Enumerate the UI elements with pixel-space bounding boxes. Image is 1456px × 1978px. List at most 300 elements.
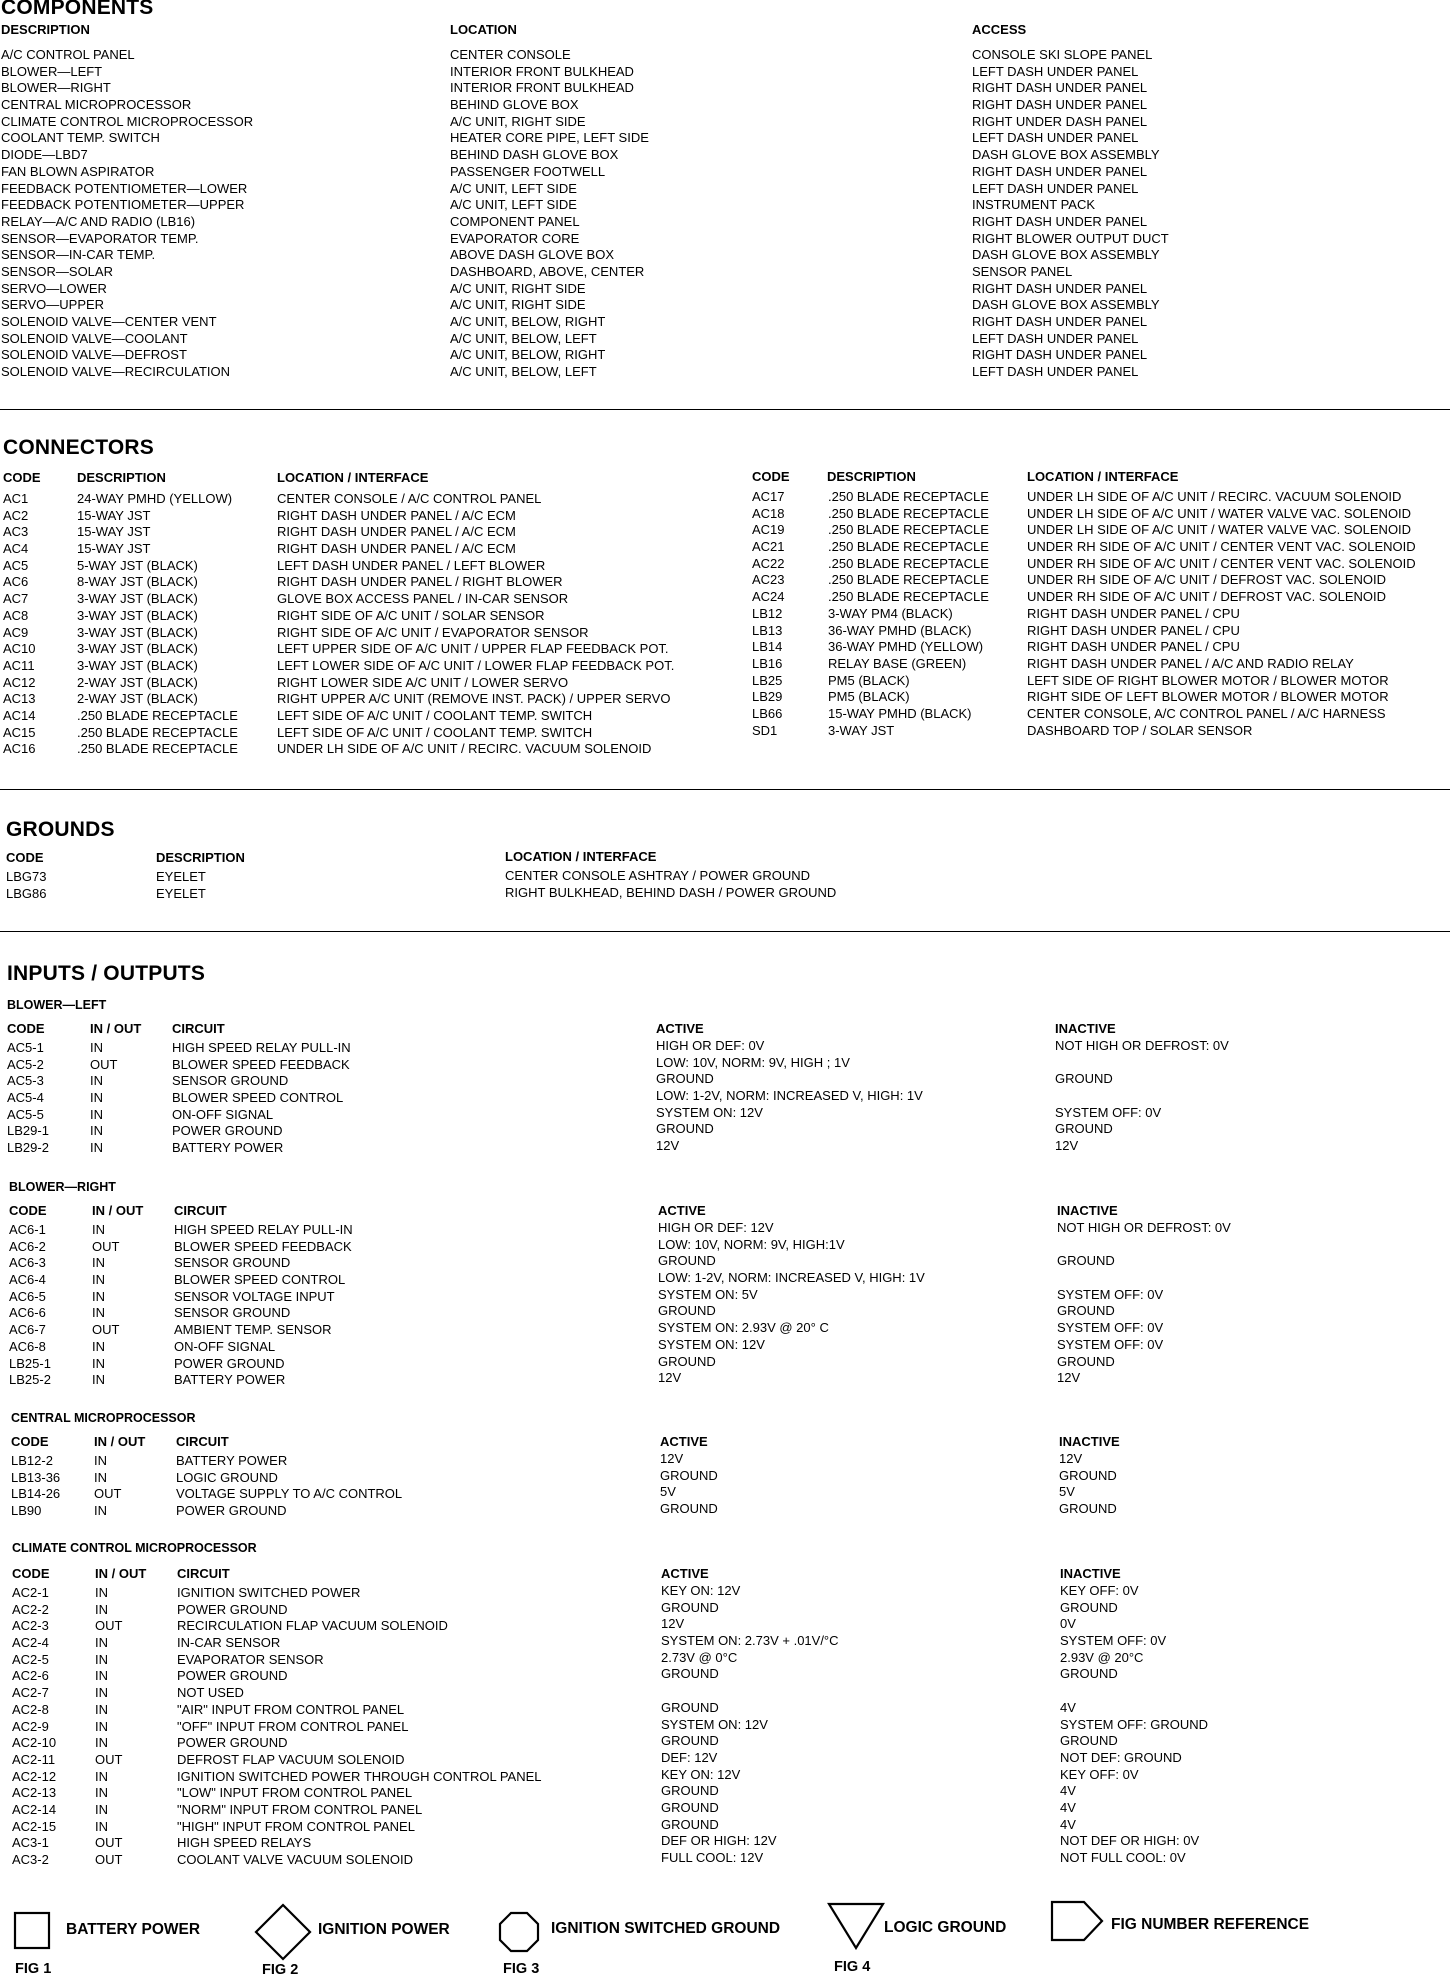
io-group-title: BLOWER—LEFT [7, 998, 107, 1012]
table-cell: A/C UNIT, BELOW, LEFT [450, 364, 597, 380]
table-cell: OUT [94, 1486, 122, 1502]
table-cell: IN [90, 1073, 103, 1089]
table-cell: 4V [1060, 1783, 1076, 1799]
table-cell: GROUND [1057, 1253, 1115, 1269]
io-header-active: ACTIVE [660, 1434, 708, 1449]
table-cell: SENSOR—EVAPORATOR TEMP. [1, 230, 199, 246]
table-cell: 5V [660, 1484, 676, 1500]
legend-label-fig-number-reference: FIG NUMBER REFERENCE [1111, 1916, 1310, 1933]
table-cell: HIGH OR DEF: 12V [658, 1220, 774, 1235]
grounds-title: GROUNDS [6, 818, 115, 841]
table-cell: AC7 [3, 591, 29, 607]
io-column-circuit [174, 1222, 353, 1389]
connectors-left-description-list [77, 491, 238, 758]
table-cell: A/C UNIT, BELOW, LEFT [450, 330, 597, 346]
table-cell: AC24 [752, 589, 785, 605]
io-column-inactive [1055, 1038, 1229, 1155]
table-cell: 12V [1057, 1370, 1081, 1386]
table-cell: RIGHT LOWER SIDE A/C UNIT / LOWER SERVO [277, 674, 569, 690]
table-cell: SYSTEM ON: 5V [658, 1286, 758, 1302]
triangle-icon [827, 1902, 885, 1950]
table-cell: RIGHT DASH UNDER PANEL [972, 314, 1148, 329]
section-divider [0, 789, 1450, 790]
table-cell: KEY ON: 12V [661, 1583, 741, 1598]
io-header-code: CODE [11, 1434, 49, 1449]
table-cell: HIGH SPEED RELAY PULL-IN [172, 1040, 351, 1055]
table-cell: BLOWER—RIGHT [1, 80, 111, 96]
table-cell: IGNITION SWITCHED POWER [177, 1585, 361, 1600]
table-cell: AC5 [3, 557, 29, 573]
table-cell: 3-WAY JST (BLACK) [77, 591, 198, 607]
table-cell: EYELET [156, 869, 206, 884]
table-cell: AC6-1 [9, 1222, 46, 1237]
io-header-code: CODE [9, 1203, 47, 1218]
table-cell: RIGHT DASH UNDER PANEL / RIGHT BLOWER [277, 574, 563, 590]
table-cell: POWER GROUND [174, 1355, 285, 1371]
table-cell: COMPONENT PANEL [450, 213, 580, 229]
table-cell: GROUND [661, 1816, 719, 1832]
legend-fig-1: FIG 1 [15, 1961, 52, 1977]
table-cell: 12V [661, 1616, 685, 1632]
grounds-header-code: CODE [6, 850, 44, 865]
table-cell: LB90 [11, 1503, 42, 1519]
table-cell: SOLENOID VALVE—CENTER VENT [1, 314, 217, 329]
table-cell: KEY ON: 12V [661, 1766, 741, 1782]
table-cell: AC9 [3, 624, 29, 640]
table-cell: SENSOR GROUND [174, 1305, 291, 1321]
table-cell: GROUND [656, 1121, 714, 1137]
table-cell: IN [94, 1453, 107, 1468]
io-column-code [9, 1222, 51, 1389]
table-cell: AC2-1 [12, 1585, 49, 1600]
io-header-inactive: INACTIVE [1059, 1434, 1120, 1449]
table-cell: UNDER RH SIDE OF A/C UNIT / DEFROST VAC. SOLENOID [1027, 589, 1386, 605]
connectors-left-location-list [277, 491, 674, 758]
components-header-location: LOCATION [450, 22, 517, 37]
table-cell: SYSTEM OFF: 0V [1060, 1633, 1167, 1649]
table-cell: BEHIND GLOVE BOX [450, 97, 579, 113]
table-cell: LEFT DASH UNDER PANEL [972, 130, 1139, 146]
table-cell: LEFT DASH UNDER PANEL / LEFT BLOWER [277, 557, 546, 573]
table-cell: UNDER RH SIDE OF A/C UNIT / DEFROST VAC. SOLENOID [1027, 572, 1386, 588]
table-cell: 36-WAY PMHD (BLACK) [828, 622, 972, 638]
table-cell: DASH GLOVE BOX ASSEMBLY [972, 147, 1160, 163]
table-cell: ON-OFF SIGNAL [174, 1338, 276, 1354]
table-cell: "NORM" INPUT FROM CONTROL PANEL [177, 1801, 423, 1817]
table-cell: PASSENGER FOOTWELL [450, 163, 606, 179]
table-cell: 15-WAY JST [77, 541, 151, 557]
table-cell: 24-WAY PMHD (YELLOW) [77, 491, 233, 506]
table-cell: IN [92, 1272, 105, 1288]
table-cell: AC6-5 [9, 1288, 46, 1304]
table-cell: IN [92, 1372, 105, 1388]
table-cell: 15-WAY PMHD (BLACK) [828, 705, 972, 721]
table-cell: DASH GLOVE BOX ASSEMBLY [972, 297, 1160, 313]
table-cell: GROUND [661, 1799, 719, 1815]
table-cell: INTERIOR FRONT BULKHEAD [450, 63, 634, 79]
table-cell: COOLANT TEMP. SWITCH [1, 130, 160, 146]
table-cell: SYSTEM ON: 12V [656, 1104, 763, 1120]
table-cell: AC2-2 [12, 1601, 49, 1617]
table-cell: LEFT DASH UNDER PANEL [972, 180, 1139, 196]
table-cell: AC21 [752, 539, 785, 555]
table-cell: EVAPORATOR CORE [450, 230, 580, 246]
table-cell: BLOWER—LEFT [1, 63, 103, 79]
table-cell: AC6-6 [9, 1305, 46, 1321]
table-cell: UNDER RH SIDE OF A/C UNIT / CENTER VENT VAC. SOLENOID [1027, 555, 1416, 571]
table-cell: AC3 [3, 524, 29, 540]
table-cell: LEFT DASH UNDER PANEL [972, 330, 1139, 346]
table-cell: AC5-3 [7, 1073, 44, 1089]
table-cell: AC17 [752, 489, 785, 504]
table-cell: GROUND [1057, 1303, 1115, 1319]
table-cell: LEFT DASH UNDER PANEL [972, 364, 1139, 380]
components-header-access: ACCESS [972, 22, 1027, 37]
table-cell: LB13-36 [11, 1469, 61, 1485]
table-cell: GROUND [1059, 1467, 1117, 1483]
table-cell: RIGHT BULKHEAD, BEHIND DASH / POWER GROUND [505, 884, 837, 900]
table-cell: SENSOR—IN-CAR TEMP. [1, 247, 156, 263]
table-cell: IN [95, 1635, 108, 1651]
table-cell: LOW: 10V, NORM: 9V, HIGH:1V [658, 1236, 845, 1252]
table-cell: EVAPORATOR SENSOR [177, 1651, 324, 1667]
table-cell: LEFT UPPER SIDE OF A/C UNIT / UPPER FLAP FEEDBACK POT. [277, 641, 669, 657]
table-cell: UNDER RH SIDE OF A/C UNIT / CENTER VENT VAC. SOLENOID [1027, 539, 1416, 555]
table-cell: RELAY BASE (GREEN) [828, 655, 967, 671]
table-cell: GROUND [660, 1467, 718, 1483]
table-cell: AC12 [3, 674, 36, 690]
table-cell: IN [95, 1651, 108, 1667]
table-cell: BLOWER SPEED FEEDBACK [172, 1056, 350, 1072]
table-cell: AC6-4 [9, 1272, 46, 1288]
connectors-header-location-right: LOCATION / INTERFACE [1027, 469, 1179, 484]
table-cell: CONSOLE SKI SLOPE PANEL [972, 47, 1153, 62]
table-cell: SYSTEM OFF: 0V [1057, 1320, 1164, 1336]
table-cell: RIGHT UPPER A/C UNIT (REMOVE INST. PACK) / UPPER SERVO [277, 691, 671, 707]
table-cell: AC6-3 [9, 1255, 46, 1271]
table-cell: INTERIOR FRONT BULKHEAD [450, 80, 634, 96]
table-cell: LB29-1 [7, 1123, 49, 1139]
table-cell: 2.73V @ 0°C [661, 1649, 738, 1665]
table-cell: LB25-1 [9, 1355, 51, 1371]
table-cell: 12V [658, 1370, 682, 1386]
table-cell [1055, 1055, 1229, 1072]
table-cell: NOT FULL COOL: 0V [1060, 1850, 1186, 1865]
io-header-circuit: CIRCUIT [172, 1021, 225, 1036]
table-cell: ON-OFF SIGNAL [172, 1106, 274, 1122]
table-cell: 0V [1060, 1616, 1076, 1632]
table-cell: AC11 [3, 657, 35, 673]
table-cell: LOGIC GROUND [176, 1469, 278, 1485]
components-title: COMPONENTS [1, 0, 154, 19]
table-cell: NOT DEF: GROUND [1060, 1749, 1182, 1765]
table-cell [1060, 1683, 1208, 1700]
table-cell: AC6 [3, 574, 29, 590]
table-cell: BLOWER SPEED CONTROL [174, 1272, 346, 1288]
table-cell: EYELET [156, 885, 206, 901]
table-cell: RIGHT DASH UNDER PANEL / A/C AND RADIO RELAY [1027, 655, 1354, 671]
table-cell: 3-WAY JST (BLACK) [77, 641, 198, 657]
table-cell: AC6-2 [9, 1238, 46, 1254]
table-cell: GROUND [661, 1733, 719, 1749]
table-cell: SOLENOID VALVE—DEFROST [1, 347, 187, 363]
table-cell: DEFROST FLAP VACUUM SOLENOID [177, 1751, 405, 1767]
table-cell: LB13 [752, 622, 783, 638]
table-cell: IN [95, 1701, 108, 1717]
table-cell: AC3-1 [12, 1835, 49, 1851]
table-cell: HEATER CORE PIPE, LEFT SIDE [450, 130, 649, 146]
table-cell: POWER GROUND [176, 1503, 287, 1519]
table-cell: "AIR" INPUT FROM CONTROL PANEL [177, 1701, 405, 1717]
table-cell: SYSTEM OFF: 0V [1057, 1286, 1164, 1302]
table-cell: AC13 [3, 691, 36, 707]
table-cell: .250 BLADE RECEPTACLE [828, 589, 989, 605]
section-divider [0, 931, 1450, 932]
table-cell: VOLTAGE SUPPLY TO A/C CONTROL [176, 1486, 403, 1502]
table-cell: IN [90, 1123, 103, 1139]
connectors-header-code-left: CODE [3, 470, 41, 485]
table-cell: LOW: 1-2V, NORM: INCREASED V, HIGH: 1V [658, 1270, 925, 1286]
table-cell: AC2 [3, 507, 29, 523]
grounds-header-location: LOCATION / INTERFACE [505, 849, 657, 864]
table-cell: AC2-13 [12, 1785, 57, 1801]
table-cell: .250 BLADE RECEPTACLE [828, 522, 989, 538]
table-cell: HIGH SPEED RELAY PULL-IN [174, 1222, 353, 1237]
table-cell: 3-WAY PM4 (BLACK) [828, 605, 953, 621]
table-cell: LB25-2 [9, 1372, 51, 1388]
table-cell: NOT USED [177, 1685, 244, 1701]
table-cell: COOLANT VALVE VACUUM SOLENOID [177, 1852, 413, 1867]
table-cell: RIGHT DASH UNDER PANEL [972, 280, 1148, 296]
table-cell: UNDER LH SIDE OF A/C UNIT / WATER VALVE VAC. SOLENOID [1027, 505, 1412, 521]
io-title: INPUTS / OUTPUTS [7, 962, 206, 985]
table-cell: 5-WAY JST (BLACK) [77, 557, 198, 573]
table-cell: DASHBOARD TOP / SOLAR SENSOR [1027, 722, 1253, 738]
table-cell: SOLENOID VALVE—RECIRCULATION [1, 364, 230, 380]
table-cell: AC5-2 [7, 1056, 44, 1072]
io-column-inactive [1060, 1583, 1208, 1867]
table-cell: GROUND [1059, 1501, 1117, 1517]
table-cell: 5V [1059, 1484, 1075, 1500]
table-cell: .250 BLADE RECEPTACLE [828, 539, 989, 555]
table-cell: RIGHT DASH UNDER PANEL / CPU [1027, 605, 1240, 621]
table-cell: NOT HIGH OR DEFROST: 0V [1055, 1038, 1229, 1053]
table-cell: NOT DEF OR HIGH: 0V [1060, 1833, 1200, 1849]
table-cell: AC14 [3, 707, 36, 723]
table-cell: SYSTEM ON: 2.73V + .01V/°C [661, 1633, 839, 1649]
table-cell: RIGHT DASH UNDER PANEL [972, 163, 1148, 179]
table-cell: IN [95, 1668, 108, 1684]
table-cell: AC6-8 [9, 1338, 46, 1354]
table-cell: GROUND [1060, 1666, 1118, 1682]
table-cell: IN [90, 1040, 103, 1055]
io-group-title: CLIMATE CONTROL MICROPROCESSOR [12, 1541, 257, 1555]
table-cell: IN [92, 1222, 105, 1237]
table-cell: 12V [1059, 1451, 1083, 1466]
table-cell: AC22 [752, 555, 785, 571]
table-cell: AC6-7 [9, 1322, 46, 1338]
table-cell: .250 BLADE RECEPTACLE [828, 505, 989, 521]
io-header-active: ACTIVE [656, 1021, 704, 1036]
table-cell: A/C UNIT, RIGHT SIDE [450, 297, 586, 313]
table-cell: FEEDBACK POTENTIOMETER—UPPER [1, 197, 245, 213]
table-cell: AC5-4 [7, 1090, 44, 1106]
table-cell: IN [95, 1685, 108, 1701]
io-header-circuit: CIRCUIT [176, 1434, 229, 1449]
table-cell: SYSTEM OFF: 0V [1055, 1104, 1162, 1120]
table-cell: LB12-2 [11, 1453, 53, 1468]
table-cell: LB29-2 [7, 1140, 49, 1156]
table-cell: GROUND [661, 1699, 719, 1715]
grounds-code-list [6, 869, 46, 902]
table-cell: LEFT SIDE OF A/C UNIT / COOLANT TEMP. SWITCH [277, 707, 593, 723]
table-cell: "HIGH" INPUT FROM CONTROL PANEL [177, 1818, 415, 1834]
table-cell: RIGHT DASH UNDER PANEL / A/C ECM [277, 541, 516, 557]
table-cell: AC2-14 [12, 1801, 57, 1817]
table-cell: AC2-8 [12, 1701, 49, 1717]
io-header-inactive: INACTIVE [1055, 1021, 1116, 1036]
io-column-inout [90, 1040, 117, 1157]
table-cell: LEFT SIDE OF RIGHT BLOWER MOTOR / BLOWER MOTOR [1027, 672, 1389, 688]
table-cell: GROUND [658, 1353, 716, 1369]
table-cell: HIGH SPEED RELAYS [177, 1835, 312, 1851]
table-cell: AC2-11 [12, 1751, 56, 1767]
pentagon-arrow-icon [1050, 1900, 1104, 1942]
table-cell: LB29 [752, 689, 783, 705]
io-header-inout: IN / OUT [94, 1434, 146, 1449]
table-cell: BATTERY POWER [174, 1372, 286, 1388]
table-cell: CENTRAL MICROPROCESSOR [1, 97, 192, 113]
table-cell: AC19 [752, 522, 785, 538]
table-cell: AC5-1 [7, 1040, 44, 1055]
table-cell: POWER GROUND [177, 1601, 288, 1617]
table-cell: IN [92, 1338, 105, 1354]
io-column-active [661, 1583, 839, 1867]
table-cell: AC2-12 [12, 1768, 57, 1784]
table-cell: IN [92, 1255, 105, 1271]
table-cell: LBG86 [6, 885, 47, 901]
table-cell [661, 1683, 839, 1700]
table-cell: GROUND [1055, 1121, 1113, 1137]
table-cell: .250 BLADE RECEPTACLE [77, 724, 238, 740]
io-column-code [7, 1040, 49, 1157]
table-cell: SYSTEM ON: 12V [661, 1716, 768, 1732]
table-cell: SYSTEM ON: 2.93V @ 20° C [658, 1320, 829, 1336]
table-cell: GROUND [1057, 1353, 1115, 1369]
table-cell: A/C UNIT, RIGHT SIDE [450, 280, 586, 296]
table-cell: .250 BLADE RECEPTACLE [828, 489, 989, 504]
table-cell: IN [92, 1305, 105, 1321]
table-cell: IN [95, 1768, 108, 1784]
io-column-inout [94, 1453, 121, 1520]
table-cell: IN [95, 1785, 108, 1801]
table-cell: IN-CAR SENSOR [177, 1635, 281, 1651]
section-divider [0, 409, 1450, 410]
io-header-active: ACTIVE [658, 1203, 706, 1218]
table-cell: FULL COOL: 12V [661, 1850, 764, 1865]
connectors-right-description-list [828, 489, 989, 739]
io-header-code: CODE [12, 1566, 50, 1581]
components-access-list [972, 47, 1169, 381]
table-cell: GROUND [661, 1666, 719, 1682]
table-cell: SERVO—UPPER [1, 297, 105, 313]
table-cell: 15-WAY JST [77, 507, 151, 523]
table-cell: 12V [1055, 1138, 1079, 1154]
table-cell: 8-WAY JST (BLACK) [77, 574, 198, 590]
table-cell: LEFT SIDE OF A/C UNIT / COOLANT TEMP. SWITCH [277, 724, 593, 740]
table-cell: KEY OFF: 0V [1060, 1766, 1139, 1782]
legend-label-ignition-power: IGNITION POWER [318, 1921, 450, 1938]
table-cell: AC18 [752, 505, 785, 521]
table-cell: RIGHT UNDER DASH PANEL [972, 113, 1148, 129]
components-location-list [450, 47, 649, 381]
table-cell: AC2-3 [12, 1618, 49, 1634]
io-column-circuit [172, 1040, 351, 1157]
table-cell: GROUND [658, 1303, 716, 1319]
table-cell: 3-WAY JST [828, 722, 895, 738]
io-column-code [11, 1453, 60, 1520]
io-column-inout [95, 1585, 122, 1869]
io-group-title: CENTRAL MICROPROCESSOR [11, 1411, 196, 1425]
table-cell: GROUND [1055, 1071, 1113, 1087]
table-cell: OUT [95, 1618, 123, 1634]
io-column-active [656, 1038, 923, 1155]
table-cell: "LOW" INPUT FROM CONTROL PANEL [177, 1785, 413, 1801]
io-header-inout: IN / OUT [95, 1566, 147, 1581]
table-cell: PM5 (BLACK) [828, 672, 910, 688]
table-cell: DASH GLOVE BOX ASSEMBLY [972, 247, 1160, 263]
table-cell: NOT HIGH OR DEFROST: 0V [1057, 1220, 1231, 1235]
io-column-circuit [176, 1453, 402, 1520]
table-cell: DEF OR HIGH: 12V [661, 1833, 777, 1849]
table-cell: SYSTEM OFF: 0V [1057, 1336, 1164, 1352]
table-cell: A/C CONTROL PANEL [1, 47, 135, 62]
table-cell: AC15 [3, 724, 36, 740]
table-cell: 4V [1060, 1699, 1076, 1715]
io-column-inactive [1057, 1220, 1231, 1387]
table-cell: GROUND [661, 1599, 719, 1615]
table-cell: UNDER LH SIDE OF A/C UNIT / RECIRC. VACUUM SOLENOID [277, 741, 652, 757]
io-header-inout: IN / OUT [92, 1203, 144, 1218]
table-cell: RECIRCULATION FLAP VACUUM SOLENOID [177, 1618, 448, 1634]
table-cell: OUT [92, 1238, 120, 1254]
table-cell: RIGHT BLOWER OUTPUT DUCT [972, 230, 1169, 246]
table-cell: CENTER CONSOLE / A/C CONTROL PANEL [277, 491, 542, 506]
table-cell: AC1 [3, 491, 29, 506]
table-cell: LB14 [752, 639, 783, 655]
table-cell: A/C UNIT, BELOW, RIGHT [450, 314, 606, 329]
table-cell: DASHBOARD, ABOVE, CENTER [450, 263, 645, 279]
table-cell: RIGHT DASH UNDER PANEL / CPU [1027, 639, 1240, 655]
table-cell: A/C UNIT, RIGHT SIDE [450, 113, 586, 129]
table-cell: SOLENOID VALVE—COOLANT [1, 330, 188, 346]
table-cell: POWER GROUND [177, 1668, 288, 1684]
table-cell: BATTERY POWER [176, 1453, 288, 1468]
io-column-active [658, 1220, 925, 1387]
io-header-circuit: CIRCUIT [177, 1566, 230, 1581]
table-cell: LOW: 1-2V, NORM: INCREASED V, HIGH: 1V [656, 1088, 923, 1104]
table-cell: IN [94, 1469, 107, 1485]
table-cell: GROUND [1060, 1733, 1118, 1749]
table-cell: AC3-2 [12, 1852, 49, 1867]
table-cell: RELAY—A/C AND RADIO (LB16) [1, 213, 196, 229]
square-icon [13, 1911, 51, 1951]
io-header-inout: IN / OUT [90, 1021, 142, 1036]
table-cell: IN [95, 1585, 108, 1600]
table-cell [1055, 1088, 1229, 1105]
io-column-inout [92, 1222, 119, 1389]
table-cell: 3-WAY JST (BLACK) [77, 657, 198, 673]
